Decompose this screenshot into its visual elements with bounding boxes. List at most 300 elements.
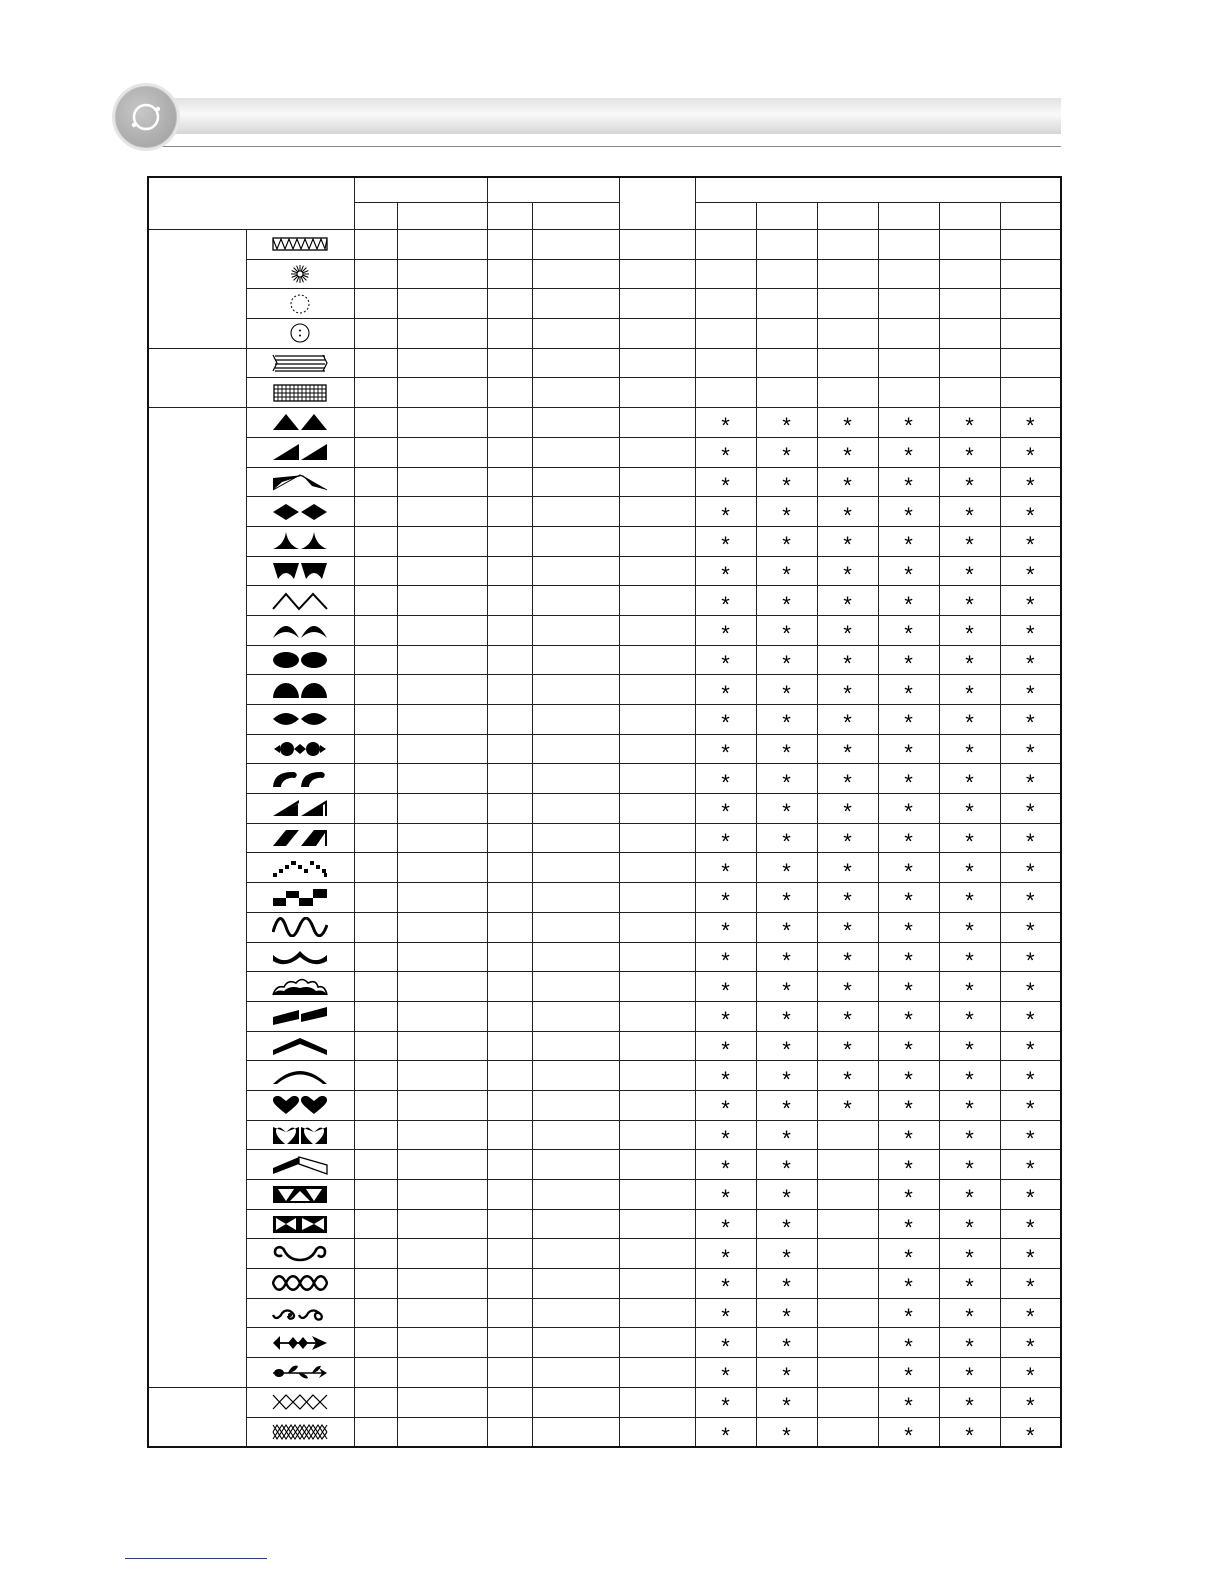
mark-cell (756, 1031, 817, 1061)
ellipses-icon (272, 650, 328, 670)
mark-cell (695, 408, 756, 438)
asterisk-mark: * (965, 977, 974, 1003)
asterisk-mark: * (1025, 502, 1035, 528)
empty-cell (619, 1180, 695, 1210)
empty-cell (397, 1209, 487, 1239)
empty-cell (619, 972, 695, 1002)
asterisk-mark: * (1025, 413, 1035, 439)
asterisk-mark: * (782, 1393, 791, 1419)
mark-cell (1000, 1209, 1061, 1239)
asterisk-mark: * (904, 1333, 913, 1359)
empty-cell (532, 289, 619, 319)
empty-cell (532, 1001, 619, 1031)
table-row (148, 942, 1061, 972)
mark-cell (939, 883, 1000, 913)
empty-cell (354, 1417, 397, 1447)
hearts-icon (272, 1095, 328, 1115)
mark-cell (878, 1120, 939, 1150)
empty-cell (354, 1061, 397, 1091)
mark-cell (817, 1417, 878, 1447)
mark-cell (695, 1061, 756, 1091)
asterisk-mark: * (965, 1096, 974, 1122)
eyelet-star-icon (272, 264, 328, 284)
mark-cell (695, 1001, 756, 1031)
empty-cell (619, 1209, 695, 1239)
stitch-pattern-cell (246, 1387, 354, 1417)
asterisk-mark: * (843, 1036, 852, 1062)
empty-cell (487, 883, 532, 913)
asterisk-mark: * (843, 829, 852, 855)
group-1-cell (148, 230, 246, 349)
empty-cell (619, 348, 695, 378)
mark-cell (756, 883, 817, 913)
header-cell-pattern (148, 177, 354, 230)
empty-cell (397, 437, 487, 467)
empty-cell (487, 1298, 532, 1328)
table-row (148, 289, 1061, 319)
mark-cell (756, 1358, 817, 1388)
mark-cell (817, 1120, 878, 1150)
asterisk-mark: * (965, 1155, 974, 1181)
empty-cell (397, 942, 487, 972)
empty-cell (619, 1061, 695, 1091)
asterisk-mark: * (843, 502, 852, 528)
asterisk-mark: * (843, 1066, 852, 1092)
empty-cell (532, 1031, 619, 1061)
mark-cell (939, 1061, 1000, 1091)
mark-cell (878, 1328, 939, 1358)
empty-cell (619, 853, 695, 883)
asterisk-mark: * (782, 591, 791, 617)
table-row (148, 1180, 1061, 1210)
stitch-pattern-cell (246, 1239, 354, 1269)
empty-cell (487, 734, 532, 764)
stitch-table (147, 176, 1062, 1448)
empty-cell (619, 408, 695, 438)
stitch-pattern-cell (246, 823, 354, 853)
empty-cell (397, 348, 487, 378)
mark-cell (939, 1090, 1000, 1120)
mark-cell (939, 734, 1000, 764)
asterisk-mark: * (721, 740, 730, 766)
asterisk-mark: * (1025, 621, 1035, 647)
empty-cell (532, 705, 619, 735)
stitch-pattern-cell (246, 1120, 354, 1150)
empty-cell (532, 1209, 619, 1239)
empty-cell (619, 705, 695, 735)
empty-cell (397, 1358, 487, 1388)
mark-cell (695, 912, 756, 942)
empty-cell (397, 586, 487, 616)
header-subcell (756, 203, 817, 230)
mark-cell (939, 1239, 1000, 1269)
asterisk-mark: * (843, 769, 852, 795)
asterisk-mark: * (904, 621, 913, 647)
stitch-pattern-cell (246, 1358, 354, 1388)
empty-cell (487, 912, 532, 942)
asterisk-mark: * (782, 443, 791, 469)
empty-cell (354, 1209, 397, 1239)
mark-cell (878, 467, 939, 497)
mark-cell (939, 497, 1000, 527)
asterisk-mark: * (904, 1185, 913, 1211)
mark-cell (817, 1061, 878, 1091)
mark-cell (939, 912, 1000, 942)
empty-cell (532, 675, 619, 705)
mark-cell (878, 942, 939, 972)
empty-cell (354, 615, 397, 645)
mark-cell (878, 1180, 939, 1210)
empty-cell (354, 645, 397, 675)
asterisk-mark: * (1025, 918, 1035, 944)
asterisk-mark: * (904, 977, 913, 1003)
spiral-scrolls-icon (272, 1303, 328, 1323)
asterisk-mark: * (904, 650, 913, 676)
empty-cell (397, 615, 487, 645)
mark-cell (817, 378, 878, 408)
asterisk-mark: * (782, 502, 791, 528)
mark-cell (1000, 912, 1061, 942)
mark-cell (756, 1209, 817, 1239)
table-row (148, 1090, 1061, 1120)
mark-cell (695, 1358, 756, 1388)
asterisk-mark: * (721, 621, 730, 647)
mark-cell (817, 912, 878, 942)
mark-cell (878, 230, 939, 260)
asterisk-mark: * (782, 1422, 791, 1448)
empty-cell (354, 408, 397, 438)
mark-cell (756, 1239, 817, 1269)
mark-cell (817, 675, 878, 705)
asterisk-mark: * (782, 1244, 791, 1270)
asterisk-mark: * (782, 1007, 791, 1033)
empty-cell (397, 972, 487, 1002)
asterisk-mark: * (782, 977, 791, 1003)
empty-cell (397, 675, 487, 705)
table-row (148, 586, 1061, 616)
mark-cell (817, 823, 878, 853)
empty-cell (397, 1120, 487, 1150)
mark-cell (878, 1387, 939, 1417)
empty-cell (354, 1239, 397, 1269)
mark-cell (817, 526, 878, 556)
empty-cell (354, 1001, 397, 1031)
empty-cell (532, 645, 619, 675)
mark-cell (817, 1090, 878, 1120)
mark-cell (939, 675, 1000, 705)
asterisk-mark: * (904, 1363, 913, 1389)
double-cross-stitch-icon (272, 1422, 328, 1442)
table-row (148, 645, 1061, 675)
arches-icon (272, 620, 328, 640)
mark-cell (1000, 556, 1061, 586)
asterisk-mark: * (965, 561, 974, 587)
empty-cell (354, 705, 397, 735)
mark-cell (939, 1387, 1000, 1417)
arrow-diamond-icon (272, 1333, 328, 1353)
empty-cell (397, 645, 487, 675)
asterisk-mark: * (782, 680, 791, 706)
asterisk-mark: * (965, 1036, 974, 1062)
empty-cell (354, 942, 397, 972)
mark-cell (756, 378, 817, 408)
asterisk-mark: * (904, 1422, 913, 1448)
asterisk-mark: * (843, 799, 852, 825)
mark-cell (695, 348, 756, 378)
header-subcell (695, 203, 756, 230)
mark-cell (695, 437, 756, 467)
empty-cell (532, 883, 619, 913)
asterisk-mark: * (965, 1125, 974, 1151)
mark-cell (878, 556, 939, 586)
asterisk-mark: * (965, 680, 974, 706)
asterisk-mark: * (1025, 947, 1035, 973)
empty-cell (397, 734, 487, 764)
mark-cell (878, 675, 939, 705)
mark-cell (756, 1150, 817, 1180)
empty-cell (397, 764, 487, 794)
empty-cell (532, 408, 619, 438)
darning-slanted-icon (272, 353, 328, 373)
mark-cell (1000, 348, 1061, 378)
empty-cell (619, 289, 695, 319)
asterisk-mark: * (721, 472, 730, 498)
mark-cell (817, 972, 878, 1002)
mark-cell (878, 1269, 939, 1299)
empty-cell (487, 1090, 532, 1120)
empty-cell (619, 645, 695, 675)
asterisk-mark: * (1025, 1244, 1035, 1270)
asterisk-mark: * (782, 561, 791, 587)
stitch-pattern-cell (246, 408, 354, 438)
table-row (148, 734, 1061, 764)
empty-cell (487, 556, 532, 586)
empty-cell (354, 1031, 397, 1061)
mark-cell (878, 1090, 939, 1120)
mark-cell (756, 526, 817, 556)
asterisk-mark: * (843, 858, 852, 884)
asterisk-mark: * (782, 650, 791, 676)
empty-cell (354, 1269, 397, 1299)
vine-leaves-icon (272, 1362, 328, 1382)
mark-cell (817, 1298, 878, 1328)
stitch-pattern-cell (246, 972, 354, 1002)
stitch-pattern-cell (246, 1061, 354, 1091)
empty-cell (532, 437, 619, 467)
empty-cell (532, 526, 619, 556)
empty-cell (532, 1417, 619, 1447)
asterisk-mark: * (1025, 1215, 1035, 1241)
mark-cell (695, 615, 756, 645)
empty-cell (397, 1387, 487, 1417)
asterisk-mark: * (904, 443, 913, 469)
mark-cell (817, 348, 878, 378)
empty-cell (397, 705, 487, 735)
empty-cell (354, 586, 397, 616)
asterisk-mark: * (721, 1125, 730, 1151)
mark-cell (939, 823, 1000, 853)
mark-cell (939, 764, 1000, 794)
asterisk-mark: * (965, 1393, 974, 1419)
asterisk-mark: * (965, 650, 974, 676)
asterisk-mark: * (965, 1333, 974, 1359)
asterisk-mark: * (721, 443, 730, 469)
asterisk-mark: * (965, 1363, 974, 1389)
asterisk-mark: * (904, 561, 913, 587)
empty-cell (487, 526, 532, 556)
cross-stitch-icon (272, 1392, 328, 1412)
asterisk-mark: * (965, 918, 974, 944)
asterisk-mark: * (965, 829, 974, 855)
asterisk-mark: * (782, 1274, 791, 1300)
mark-cell (878, 972, 939, 1002)
asterisk-mark: * (721, 591, 730, 617)
table-row (148, 497, 1061, 527)
asterisk-mark: * (1025, 740, 1035, 766)
empty-cell (487, 1031, 532, 1061)
header-subcell (397, 203, 487, 230)
mark-cell (756, 467, 817, 497)
empty-cell (397, 408, 487, 438)
empty-cell (354, 526, 397, 556)
asterisk-mark: * (721, 1304, 730, 1330)
asterisk-mark: * (721, 710, 730, 736)
mark-cell (756, 823, 817, 853)
empty-cell (397, 1239, 487, 1269)
concave-triangles-icon (272, 531, 328, 551)
mark-cell (878, 497, 939, 527)
asterisk-mark: * (965, 413, 974, 439)
mark-cell (1000, 883, 1061, 913)
mark-cell (939, 1031, 1000, 1061)
empty-cell (397, 497, 487, 527)
triangles-icon (272, 412, 328, 432)
mark-cell (817, 467, 878, 497)
empty-cell (619, 1358, 695, 1388)
asterisk-mark: * (843, 918, 852, 944)
stitch-pattern-cell (246, 615, 354, 645)
empty-cell (487, 408, 532, 438)
empty-cell (354, 348, 397, 378)
mark-cell (1000, 1239, 1061, 1269)
asterisk-mark: * (782, 1155, 791, 1181)
asterisk-mark: * (843, 443, 852, 469)
asterisk-mark: * (965, 532, 974, 558)
mark-cell (756, 408, 817, 438)
empty-cell (532, 1180, 619, 1210)
table-row (148, 1001, 1061, 1031)
asterisk-mark: * (965, 858, 974, 884)
empty-cell (397, 378, 487, 408)
asterisk-mark: * (904, 1066, 913, 1092)
empty-cell (532, 259, 619, 289)
mark-cell (878, 1001, 939, 1031)
asterisk-mark: * (1025, 1125, 1035, 1151)
mark-cell (939, 1358, 1000, 1388)
mark-cell (817, 1209, 878, 1239)
mark-cell (695, 1120, 756, 1150)
asterisk-mark: * (1025, 443, 1035, 469)
empty-cell (397, 1031, 487, 1061)
mark-cell (939, 437, 1000, 467)
mark-cell (817, 319, 878, 349)
asterisk-mark: * (904, 1036, 913, 1062)
asterisk-mark: * (1025, 799, 1035, 825)
asterisk-mark: * (721, 1066, 730, 1092)
empty-cell (619, 259, 695, 289)
asterisk-mark: * (904, 680, 913, 706)
mark-cell (939, 794, 1000, 824)
empty-cell (532, 1120, 619, 1150)
asterisk-mark: * (843, 888, 852, 914)
empty-cell (354, 1120, 397, 1150)
asterisk-mark: * (904, 918, 913, 944)
asterisk-mark: * (1025, 1185, 1035, 1211)
mark-cell (878, 1417, 939, 1447)
empty-cell (487, 705, 532, 735)
footer-link-underline (125, 1558, 267, 1559)
mark-cell (878, 764, 939, 794)
asterisk-mark: * (965, 1066, 974, 1092)
mark-cell (695, 1209, 756, 1239)
mark-cell (1000, 794, 1061, 824)
empty-cell (487, 467, 532, 497)
empty-cell (354, 378, 397, 408)
stitch-pattern-cell (246, 645, 354, 675)
header-subcell (939, 203, 1000, 230)
mark-cell (756, 705, 817, 735)
stitch-pattern-cell (246, 1328, 354, 1358)
mark-cell (756, 437, 817, 467)
empty-cell (532, 764, 619, 794)
asterisk-mark: * (843, 1096, 852, 1122)
folded-ribbon-icon (272, 1155, 328, 1175)
empty-cell (397, 794, 487, 824)
mark-cell (817, 1239, 878, 1269)
mark-cell (756, 348, 817, 378)
stitch-pattern-cell (246, 259, 354, 289)
empty-cell (354, 1150, 397, 1180)
asterisk-mark: * (965, 710, 974, 736)
empty-cell (619, 497, 695, 527)
group-3-cell (148, 408, 246, 1388)
dotted-circle-icon (272, 294, 328, 314)
mark-cell (756, 319, 817, 349)
header-subcell (878, 203, 939, 230)
asterisk-mark: * (965, 888, 974, 914)
asterisk-mark: * (843, 561, 852, 587)
half-circles-icon (272, 680, 328, 700)
asterisk-mark: * (904, 829, 913, 855)
empty-cell (397, 1001, 487, 1031)
darning-grid-icon (272, 383, 328, 403)
mark-cell (878, 289, 939, 319)
empty-cell (619, 586, 695, 616)
mark-cell (878, 645, 939, 675)
empty-cell (354, 883, 397, 913)
empty-cell (619, 556, 695, 586)
mark-cell (1000, 1417, 1061, 1447)
asterisk-mark: * (843, 621, 852, 647)
mark-cell (695, 586, 756, 616)
mark-cell (1000, 1387, 1061, 1417)
mark-cell (878, 348, 939, 378)
mark-cell (695, 497, 756, 527)
mark-cell (939, 705, 1000, 735)
asterisk-mark: * (782, 413, 791, 439)
mark-cell (817, 1001, 878, 1031)
empty-cell (354, 319, 397, 349)
